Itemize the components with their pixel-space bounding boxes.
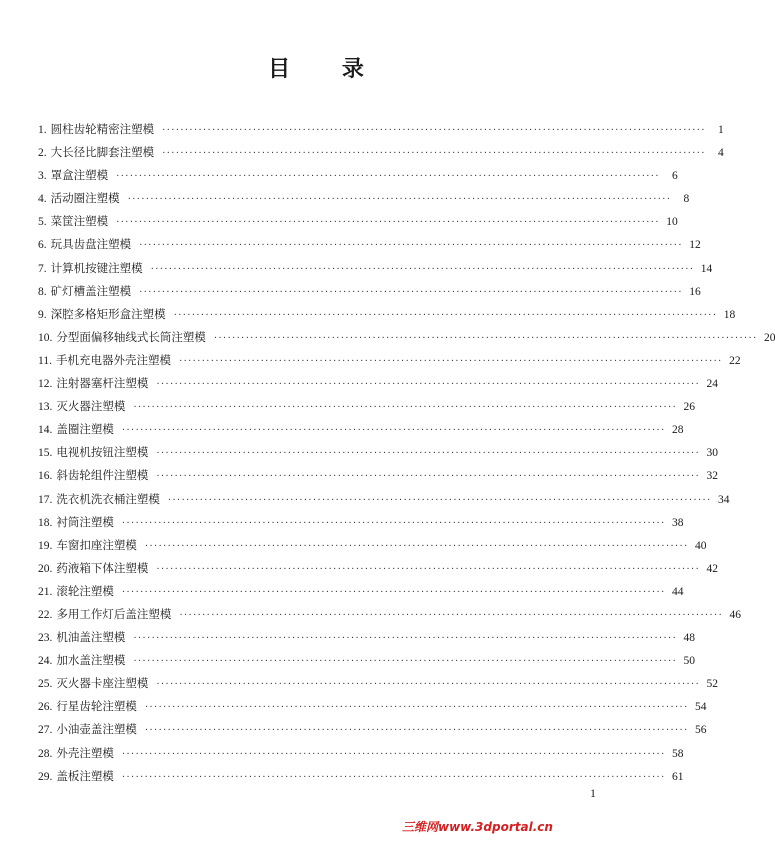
toc-entry-page: 38 — [671, 516, 684, 529]
toc-entry-title: 大长径比脚套注塑模 — [50, 145, 155, 160]
toc-entry — [38, 514, 684, 537]
toc-entry-number: 25. — [38, 678, 53, 691]
dot-leader: ························································································································ — [162, 148, 706, 160]
dot-leader: ························································································································ — [139, 240, 683, 252]
toc-entry-title: 洗衣机洗衣桶注塑模 — [56, 491, 160, 506]
toc-entry-page: 52 — [706, 678, 718, 691]
toc-entry — [38, 537, 707, 560]
toc-entry-title: 计算机按键注塑模 — [50, 260, 143, 275]
dot-leader: ························································································································ — [121, 586, 666, 598]
dot-leader: ························································································································ — [144, 702, 689, 714]
toc-entry — [38, 721, 707, 744]
toc-entry-number: 5. — [38, 216, 47, 229]
table-of-contents — [38, 121, 775, 791]
dot-leader: ························································································································ — [127, 194, 672, 206]
toc-entry-number: 14. — [38, 424, 53, 437]
dot-leader: ························································································································ — [173, 309, 718, 321]
toc-entry-page: 14 — [700, 262, 713, 275]
toc-entry-title: 注射器塞杆注塑模 — [56, 376, 149, 391]
dot-leader: ························································································································ — [150, 263, 695, 275]
dot-leader: ························································································································ — [144, 540, 689, 552]
toc-entry-title: 活动圈注塑模 — [50, 191, 120, 206]
toc-entry — [38, 190, 690, 213]
toc-entry — [38, 606, 741, 629]
toc-entry-page: 24 — [706, 378, 718, 391]
toc-entry — [38, 491, 730, 514]
toc-entry-page: 50 — [683, 655, 695, 668]
toc-entry — [38, 213, 678, 236]
toc-entry — [38, 583, 684, 606]
toc-entry-page: 34 — [717, 493, 730, 506]
toc-entry-number: 12. — [38, 378, 53, 391]
toc-entry — [38, 144, 724, 167]
toc-entry — [38, 421, 684, 444]
dot-leader: ························································································································ — [121, 771, 666, 783]
toc-entry — [38, 745, 684, 768]
toc-entry-page: 48 — [683, 632, 695, 645]
dot-leader: ························································································································ — [121, 425, 666, 437]
toc-entry-number: 7. — [38, 262, 47, 275]
toc-entry-number: 9. — [38, 308, 47, 321]
toc-entry-number: 21. — [38, 585, 53, 598]
toc-entry — [38, 329, 775, 352]
toc-entry-page: 44 — [671, 585, 684, 598]
toc-entry-title: 加水盖注塑模 — [56, 653, 126, 668]
toc-entry-number: 16. — [38, 470, 53, 483]
toc-entry-number: 1. — [38, 124, 47, 136]
toc-entry-page: 20 — [763, 331, 775, 344]
toc-entry-title: 药液箱下体注塑模 — [56, 560, 149, 575]
dot-leader: ························································································································ — [179, 609, 723, 621]
dot-leader: ························································································································ — [162, 125, 706, 136]
dot-leader: ························································································································ — [167, 494, 712, 506]
toc-entry — [38, 283, 701, 306]
toc-entry-title: 深腔多格矩形盒注塑模 — [50, 306, 166, 321]
toc-entry-number: 2. — [38, 147, 47, 160]
page-number: 1 — [590, 786, 596, 800]
toc-entry-title: 机油盖注塑模 — [56, 630, 126, 645]
toc-entry-page: 10 — [666, 216, 678, 229]
toc-entry — [38, 236, 701, 259]
toc-entry-page: 1 — [717, 124, 724, 136]
toc-entry-title: 电视机按钮注塑模 — [56, 445, 149, 460]
toc-entry — [38, 629, 695, 652]
toc-entry-page: 6 — [671, 170, 678, 183]
toc-entry — [38, 398, 695, 421]
toc-entry — [38, 260, 713, 283]
dot-leader: ························································································································ — [121, 517, 666, 529]
toc-entry-page: 56 — [694, 724, 707, 737]
dot-leader: ························································································································ — [178, 355, 723, 367]
dot-leader: ························································································································ — [156, 379, 700, 391]
dot-leader: ························································································································ — [133, 402, 677, 414]
toc-entry — [38, 352, 741, 375]
toc-entry-number: 15. — [38, 447, 53, 460]
toc-entry-page: 28 — [671, 424, 684, 437]
toc-entry-number: 26. — [38, 701, 53, 714]
toc-entry-page: 40 — [694, 539, 707, 552]
toc-entry-page: 22 — [729, 354, 741, 367]
toc-entry — [38, 652, 695, 675]
dot-leader: ························································································································ — [144, 725, 689, 737]
toc-entry-title: 衬筒注塑模 — [56, 514, 114, 529]
toc-entry-page: 61 — [671, 770, 684, 783]
toc-entry-number: 28. — [38, 747, 53, 760]
toc-entry-title: 小油壶盖注塑模 — [56, 722, 137, 737]
toc-entry-title: 行星齿轮注塑模 — [56, 699, 137, 714]
toc-entry-number: 18. — [38, 516, 53, 529]
toc-entry-title: 车窗扣座注塑模 — [56, 537, 137, 552]
toc-entry-page: 30 — [706, 447, 718, 460]
toc-entry-title: 圆柱齿轮精密注塑模 — [50, 122, 155, 136]
toc-entry-title: 多用工作灯后盖注塑模 — [56, 606, 172, 621]
dot-leader: ························································································································ — [156, 563, 700, 575]
toc-entry — [38, 768, 684, 791]
site-watermark: 三维网www.3dportal.cn — [402, 820, 553, 834]
toc-entry-page: 32 — [706, 470, 718, 483]
toc-entry — [38, 675, 718, 698]
toc-entry-title: 盖板注塑模 — [56, 768, 114, 783]
dot-leader: ························································································································ — [133, 633, 677, 645]
toc-entry-title: 玩具齿盘注塑模 — [50, 237, 132, 252]
dot-leader: ························································································································ — [116, 217, 660, 229]
toc-entry-number: 6. — [38, 239, 47, 252]
toc-entry-title: 斜齿轮组件注塑模 — [56, 468, 149, 483]
toc-entry-title: 罩盒注塑模 — [50, 168, 109, 183]
toc-entry-number: 10. — [38, 331, 53, 344]
toc-entry — [38, 306, 736, 329]
dot-leader: ························································································································ — [213, 332, 758, 344]
toc-entry-number: 4. — [38, 193, 47, 206]
dot-leader: ························································································································ — [116, 171, 660, 183]
toc-entry-number: 22. — [38, 608, 53, 621]
dot-leader: ························································································································ — [156, 679, 700, 691]
toc-entry-page: 12 — [689, 239, 701, 252]
toc-entry-page: 4 — [717, 147, 724, 160]
toc-entry-title: 灭火器注塑模 — [56, 399, 126, 414]
toc-entry-number: 19. — [38, 539, 53, 552]
toc-entry-page: 54 — [694, 701, 707, 714]
toc-entry — [38, 167, 678, 190]
toc-entry-number: 20. — [38, 562, 53, 575]
toc-entry — [38, 560, 718, 583]
toc-entry-number: 24. — [38, 655, 53, 668]
toc-entry — [38, 698, 707, 721]
toc-entry-number: 17. — [38, 493, 53, 506]
dot-leader: ························································································································ — [139, 286, 683, 298]
dot-leader: ························································································································ — [133, 656, 677, 668]
toc-entry-number: 23. — [38, 632, 53, 645]
toc-entry — [38, 467, 718, 490]
dot-leader: ························································································································ — [121, 748, 666, 760]
toc-entry-page: 58 — [671, 747, 684, 760]
toc-entry-title: 盖圈注塑模 — [56, 422, 114, 437]
toc-entry — [38, 121, 724, 144]
toc-entry-number: 8. — [38, 285, 47, 298]
toc-entry — [38, 444, 718, 467]
dot-leader: ························································································································ — [156, 471, 700, 483]
toc-entry-title: 分型面偏移轴线式长筒注塑模 — [56, 329, 206, 344]
toc-entry-page: 26 — [683, 401, 695, 414]
toc-entry-page: 42 — [706, 562, 718, 575]
toc-entry — [38, 375, 718, 398]
toc-entry-title: 外壳注塑模 — [56, 745, 114, 760]
dot-leader: ························································································································ — [156, 448, 700, 460]
toc-entry-number: 29. — [38, 770, 53, 783]
toc-entry-number: 13. — [38, 401, 53, 414]
toc-entry-number: 11. — [38, 354, 52, 367]
toc-entry-number: 3. — [38, 170, 47, 183]
toc-entry-page: 8 — [683, 193, 690, 206]
toc-entry-page: 46 — [729, 608, 741, 621]
toc-entry-number: 27. — [38, 724, 53, 737]
toc-entry-page: 18 — [723, 308, 736, 321]
toc-entry-title: 矿灯槽盖注塑模 — [50, 283, 132, 298]
toc-entry-title: 菜筐注塑模 — [50, 214, 109, 229]
page-title: 目 录 — [268, 57, 386, 82]
toc-entry-title: 手机充电器外壳注塑模 — [55, 352, 171, 367]
toc-entry-title: 灭火器卡座注塑模 — [56, 676, 149, 691]
toc-entry-title: 滚轮注塑模 — [56, 583, 114, 598]
toc-entry-page: 16 — [689, 285, 701, 298]
